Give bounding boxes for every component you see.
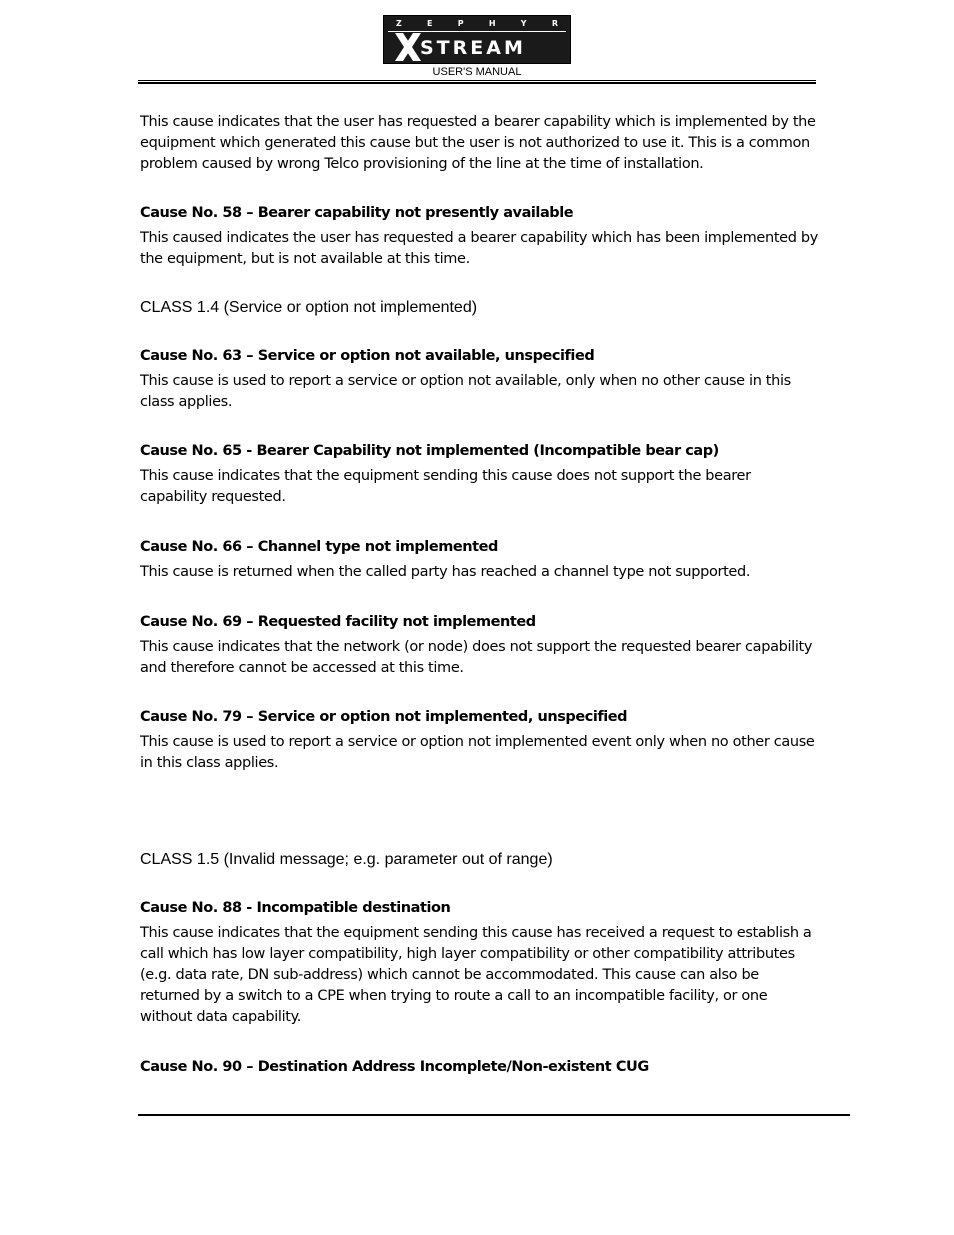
body-paragraph: This cause indicates that the equipment sending this cause has received a request to establish a call which has low layer compatibility, high layer compatibility or other compatibility attributes (e.g. data rate, DN sub-address) which cannot be accommodated. This cause can also be returned by a switch to a CPE when trying to route a call to an incompatible facility, or one without data capability. (140, 925, 812, 1025)
logo-letter: E (427, 18, 433, 28)
zephyr-xstream-logo (383, 15, 571, 64)
logo-wordmark: STREAM (420, 37, 526, 59)
page-header (0, 0, 954, 90)
intro-block (140, 112, 820, 175)
cause-heading: Cause No. 63 – Service or option not available, unspecified (140, 348, 595, 364)
cause-69-block (140, 612, 820, 679)
cause-heading: Cause No. 88 - Incompatible destination (140, 900, 451, 916)
class-title: CLASS 1.5 (Invalid message; e.g. parameter out of range) (140, 851, 553, 868)
manual-label: USER'S MANUAL (432, 66, 522, 78)
cause-90-block (140, 1057, 820, 1078)
logo-letter: P (457, 18, 464, 28)
body-paragraph: This cause indicates that the equipment sending this cause does not support the bearer capability requested. (140, 468, 751, 505)
logo-brand-letters (384, 16, 570, 30)
cause-66-block (140, 537, 820, 583)
cause-heading: Cause No. 79 – Service or option not implemented, unspecified (140, 709, 628, 725)
logo-letter: H (488, 18, 496, 28)
body-paragraph: This cause is used to report a service or option not implemented event only when no other cause in this class applies. (140, 734, 815, 771)
cause-58-block (140, 203, 820, 270)
body-paragraph: This cause is returned when the called party has reached a channel type not supported. (140, 564, 751, 580)
cause-heading: Cause No. 69 – Requested facility not implemented (140, 614, 536, 630)
body-paragraph: This cause indicates that the network (or node) does not support the requested bearer capability and therefore cannot be accessed at this time. (140, 639, 813, 676)
cause-88-block (140, 898, 820, 1028)
cause-65-block (140, 441, 820, 508)
logo-letter: R (551, 18, 558, 28)
header-rule (138, 82, 816, 84)
logo-letter: Z (396, 18, 402, 28)
cause-63-block (140, 346, 820, 413)
class-1-4-block (140, 298, 820, 318)
logo-letter: Y (520, 18, 527, 28)
cause-heading: Cause No. 90 – Destination Address Incomplete/Non-existent CUG (140, 1059, 649, 1075)
cause-heading: Cause No. 58 – Bearer capability not presently available (140, 205, 574, 221)
cause-heading: Cause No. 66 – Channel type not implemented (140, 539, 498, 555)
body-paragraph: This cause indicates that the user has requested a bearer capability which is implemented by the equipment which generated this cause but the user is not authorized to use it. This is a common problem caused by wrong Telco provisioning of the line at the time of installation. (140, 114, 816, 172)
header-rule (138, 80, 816, 81)
footer-rule (138, 1114, 850, 1116)
x-mark-icon (394, 31, 422, 63)
logo-main-row (384, 33, 570, 63)
class-1-5-block (140, 850, 820, 870)
body-paragraph: This caused indicates the user has requested a bearer capability which has been implemented by the equipment, but is not available at this time. (140, 230, 818, 267)
cause-79-block (140, 707, 820, 774)
cause-heading: Cause No. 65 - Bearer Capability not implemented (Incompatible bear cap) (140, 443, 719, 459)
body-paragraph: This cause is used to report a service or option not available, only when no other cause in this class applies. (140, 373, 791, 410)
class-title: CLASS 1.4 (Service or option not implemented) (140, 299, 478, 316)
